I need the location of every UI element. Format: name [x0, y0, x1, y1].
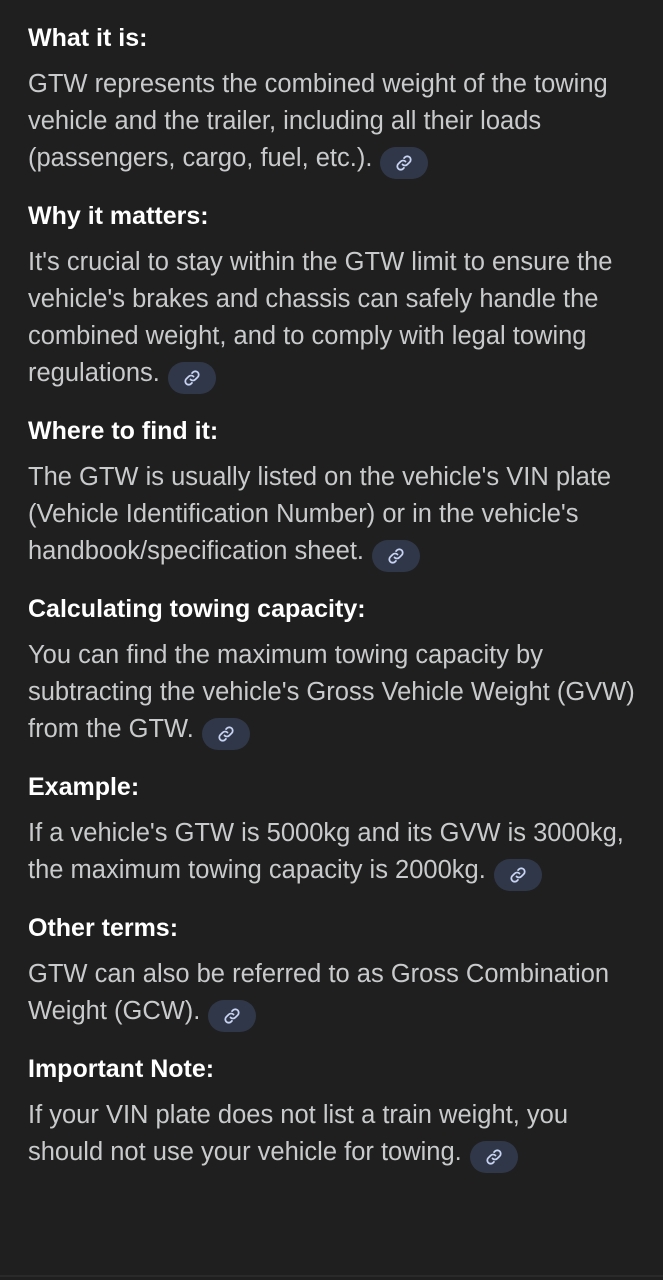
source-link-chip[interactable]	[168, 362, 216, 394]
section-other-terms	[28, 912, 640, 1032]
section-heading: Example:	[28, 773, 140, 801]
section-heading: Why it matters:	[28, 202, 209, 230]
section-body-text: You can find the maximum towing capacity by subtracting the vehicle's Gross Vehicle Weight (GVW) from the GTW.	[28, 641, 635, 743]
section-body	[28, 1097, 640, 1173]
source-link-chip[interactable]	[494, 859, 542, 891]
section-body	[28, 66, 640, 179]
section-heading: Important Note:	[28, 1055, 215, 1083]
source-link-chip[interactable]	[372, 540, 420, 572]
section-body-text: It's crucial to stay within the GTW limit to ensure the vehicle's brakes and chassis can safely handle the combined weight, and to comply with legal towing regulations.	[28, 248, 613, 387]
section-where-to-find-it	[28, 415, 640, 572]
section-heading: Other terms:	[28, 914, 179, 942]
section-body	[28, 244, 640, 394]
source-link-chip[interactable]	[380, 147, 428, 179]
section-heading: Where to find it:	[28, 417, 219, 445]
bottom-divider	[0, 1275, 663, 1277]
section-body	[28, 637, 640, 750]
source-link-chip[interactable]	[470, 1141, 518, 1173]
section-body-text: The GTW is usually listed on the vehicle's VIN plate (Vehicle Identification Number) or in the vehicle's handbook/specification sheet.	[28, 463, 612, 565]
response-content	[28, 22, 640, 1194]
source-link-chip[interactable]	[208, 1000, 256, 1032]
link-icon	[387, 547, 405, 565]
section-body-text: If a vehicle's GTW is 5000kg and its GVW is 3000kg, the maximum towing capacity is 2000kg.	[28, 819, 624, 884]
section-body-text: GTW can also be referred to as Gross Combination Weight (GCW).	[28, 960, 610, 1025]
link-icon	[485, 1148, 503, 1166]
section-calculating-towing-capacity	[28, 593, 640, 750]
link-icon	[509, 866, 527, 884]
section-important-note	[28, 1053, 640, 1173]
link-icon	[395, 154, 413, 172]
section-heading: Calculating towing capacity:	[28, 595, 366, 623]
section-body	[28, 956, 640, 1032]
link-icon	[223, 1007, 241, 1025]
section-body-text: If your VIN plate does not list a train weight, you should not use your vehicle for towing.	[28, 1101, 569, 1166]
section-heading: What it is:	[28, 24, 148, 52]
link-icon	[183, 369, 201, 387]
section-what-it-is	[28, 22, 640, 179]
section-body	[28, 459, 640, 572]
link-icon	[217, 725, 235, 743]
section-example	[28, 771, 640, 891]
source-link-chip[interactable]	[202, 718, 250, 750]
section-body-text: GTW represents the combined weight of the towing vehicle and the trailer, including all their loads (passengers, cargo, fuel, etc.).	[28, 70, 608, 172]
section-body	[28, 815, 640, 891]
section-why-it-matters	[28, 200, 640, 394]
